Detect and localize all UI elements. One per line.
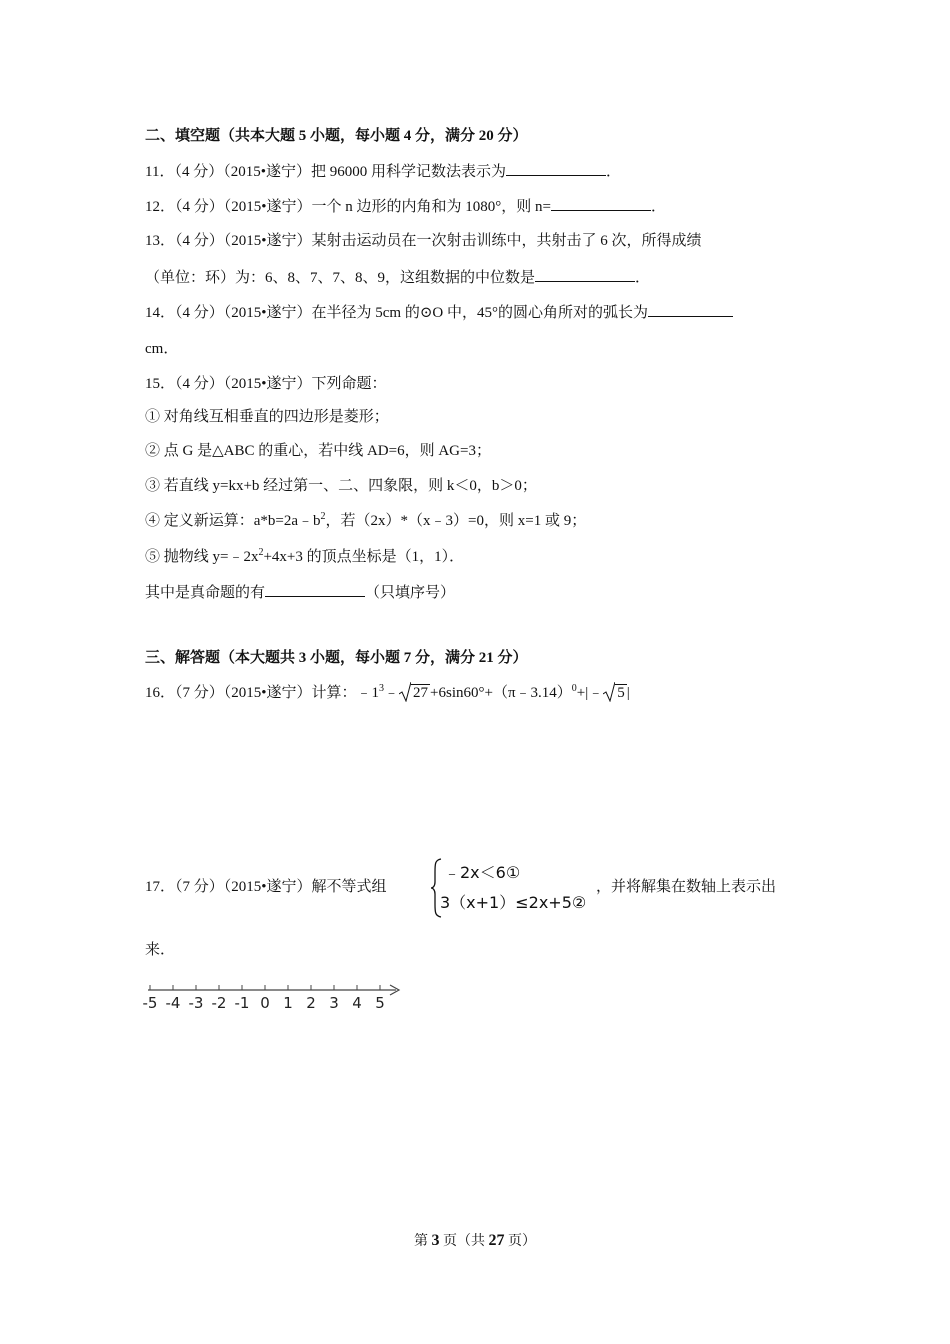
q15-item-4-b: ，若（2x）*（x﹣3）=0，则 x=1 或 9；: [325, 513, 587, 529]
tick-label: -5: [142, 994, 158, 1012]
question-13-line2: [145, 267, 650, 288]
question-17-line2: 来．: [145, 942, 176, 958]
q15-item-3: ③ 若直线 y=kx+b 经过第一、二、四象限，则 k＜0，b＞0；: [145, 478, 537, 494]
radicand: 27: [413, 685, 429, 701]
section-3-heading: 三、解答题（本大题共 3 小题，每小题 7 分，满分 21 分）: [145, 650, 528, 666]
number-line-labels: [143, 994, 385, 1012]
tick-label: 1: [283, 994, 293, 1012]
answer-blank: [506, 161, 606, 176]
q15-answer-note: （只填序号）: [365, 585, 456, 601]
q15-item-1: ① 对角线互相垂直的四边形是菱形；: [145, 409, 389, 425]
q15-item-4: [145, 511, 586, 531]
square-root-5: [603, 683, 627, 703]
question-17-suffix: ，并将解集在数轴上表示出: [596, 879, 777, 895]
q16-abs-end: |: [626, 685, 630, 701]
inequality-system: [430, 858, 610, 918]
question-16: [145, 683, 630, 703]
tick-label: -1: [234, 994, 250, 1012]
tick-label: 3: [329, 994, 339, 1012]
q15-answer: [145, 582, 455, 603]
q14-text: 14．（4 分）（2015•遂宁）在半径为 5cm 的⊙O 中，45°的圆心角所对的弧长为: [145, 305, 648, 321]
page-footer: [0, 1230, 950, 1250]
q16-minus: ﹣: [384, 685, 400, 701]
q13-text: （单位：环）为：6、8、7、7、8、9，这组数据的中位数是: [145, 270, 536, 286]
q16-mid: +6sin60°+（π﹣3.14）: [430, 685, 572, 701]
question-17-prefix: 17．（7 分）（2015•遂宁）解不等式组: [145, 879, 387, 895]
page-number: 3: [431, 1232, 440, 1249]
footer-mid: 页（共: [439, 1234, 489, 1249]
tick-label: -3: [188, 994, 204, 1012]
tick-label: -4: [165, 994, 181, 1012]
q16-abs: +|﹣: [576, 685, 604, 701]
q15-item-2: ② 点 G 是△ABC 的重心，若中线 AD=6，则 AG=3；: [145, 443, 491, 459]
number-line-ticks: [150, 985, 380, 990]
superscript: 2: [320, 511, 326, 522]
q15-item-4-a: ④ 定义新运算：a*b=2a﹣b: [145, 513, 321, 529]
tick-label: -2: [211, 994, 227, 1012]
q11-text: 11．（4 分）（2015•遂宁）把 96000 用科学记数法表示为: [145, 164, 506, 180]
q13-end: ．: [635, 270, 651, 286]
question-14-line1: [145, 302, 733, 323]
section-2-heading: 二、填空题（共本大题 5 小题，每小题 4 分，满分 20 分）: [145, 128, 528, 144]
q15-answer-text: 其中是真命题的有: [145, 585, 266, 601]
answer-blank: [648, 302, 733, 317]
total-pages: 27: [488, 1232, 505, 1249]
footer-post: 页）: [504, 1234, 536, 1249]
square-root-27: [399, 683, 430, 703]
answer-blank: [551, 196, 651, 211]
tick-label: 4: [352, 994, 362, 1012]
question-13-line1: 13．（4 分）（2015•遂宁）某射击运动员在一次射击训练中，共射击了 6 次，所得成绩: [145, 233, 702, 249]
inequality-2: 3（x+1）≤2x+5②: [440, 893, 587, 912]
question-15-intro: 15．（4 分）（2015•遂宁）下列命题：: [145, 376, 387, 392]
q12-text: 12．（4 分）（2015•遂宁）一个 n 边形的内角和为 1080°，则 n=: [145, 199, 551, 215]
q11-end: ．: [605, 164, 621, 180]
superscript: 3: [379, 683, 385, 694]
tick-label: 2: [306, 994, 316, 1012]
tick-label: 5: [375, 994, 385, 1012]
superscript: 2: [258, 547, 264, 558]
footer-pre: 第: [414, 1234, 432, 1249]
superscript: 0: [571, 683, 577, 694]
q15-item-5-a: ⑤ 抛物线 y=﹣2x: [145, 549, 259, 565]
question-11: [145, 161, 621, 182]
q15-item-5-b: +4x+3 的顶点坐标是（1，1）．: [263, 549, 465, 565]
number-line: [140, 978, 410, 1014]
q16-text: 16．（7 分）（2015•遂宁）计算：﹣1: [145, 685, 380, 701]
question-14-line2: cm．: [145, 341, 179, 357]
tick-label: 0: [260, 994, 270, 1012]
answer-blank: [265, 582, 365, 597]
answer-blank: [535, 267, 635, 282]
question-12: [145, 196, 666, 217]
radicand: 5: [617, 685, 625, 701]
q12-end: ．: [650, 199, 666, 215]
inequality-1: ﹣2x＜6①: [444, 863, 521, 882]
q15-item-5: [145, 547, 464, 567]
